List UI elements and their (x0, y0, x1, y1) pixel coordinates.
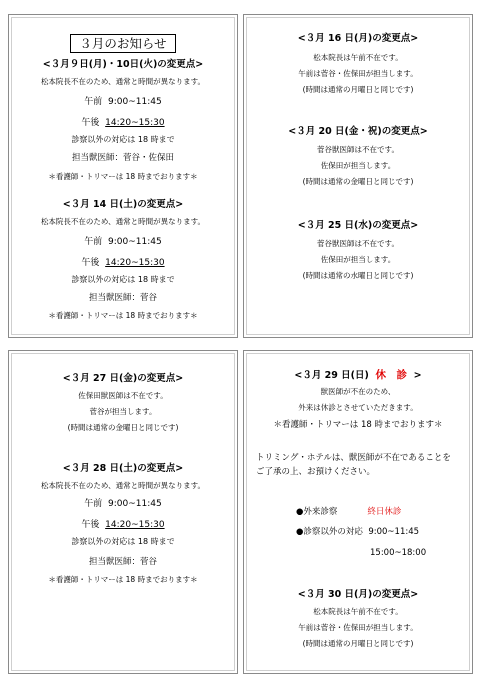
section-heading: <３月 20 日(金・祝)の変更点> (288, 126, 428, 137)
staff-note: ＊看護師・トリマーは 18 時までおります＊ (48, 172, 198, 181)
section-heading: <３月 30 日(月)の変更点> (297, 589, 419, 600)
notice-text: 菅谷獣医師は不在です。 (317, 239, 399, 248)
notice-text: 午前は菅谷・佐保田が担当します。 (298, 69, 418, 78)
vet-in-charge: 担当獣医師：菅谷・佐保田 (71, 153, 174, 163)
notice-text: 松本院長不在のため、通常と時間が異なります。 (40, 77, 206, 86)
notice-panel-3 (8, 350, 238, 674)
notice-text: (時間は通常の月曜日と同じです) (302, 85, 414, 94)
notice-text: ご了承の上、お預けください。 (256, 467, 376, 477)
morning-hours: 午前 9:00~11:45 (84, 97, 162, 107)
section-heading: <３月 27 日(金)の変更点> (62, 373, 184, 384)
outpatient-status: ●外来診察 終日休診 (296, 507, 402, 517)
notice-panel-2 (243, 14, 473, 338)
section-heading: <３月 14 日(土)の変更点> (62, 199, 184, 210)
other-services-hours-pm: 15:00~18:00 (370, 548, 427, 558)
closed-label: 休 診 (375, 369, 407, 381)
notice-text: (時間は通常の月曜日と同じです) (302, 639, 414, 648)
staff-note: ＊看護師・トリマーは 18 時までおります＊ (273, 420, 443, 430)
notice-text: 松本院長は午前不在です。 (313, 607, 403, 616)
notice-text: 菅谷獣医師は不在です。 (317, 145, 399, 154)
notice-text: (時間は通常の金曜日と同じです) (67, 423, 179, 432)
vet-in-charge: 担当獣医師：菅谷 (88, 557, 157, 567)
afternoon-hours: 午後 14:20~15:30 (81, 258, 165, 268)
notice-text: (時間は通常の水曜日と同じです) (302, 271, 414, 280)
notice-text: 菅谷が担当します。 (89, 407, 157, 416)
other-services-hours: ●診察以外の対応 9:00~11:45 (296, 527, 420, 537)
staff-note: ＊看護師・トリマーは 18 時までおります＊ (48, 575, 198, 584)
section-heading: <３月９日(月)・10日(火)の変更点> (42, 59, 204, 70)
staff-note: ＊看護師・トリマーは 18 時までおります＊ (48, 311, 198, 320)
section-heading: <３月 29 日(日) 休 診 > (294, 369, 422, 381)
section-heading: <３月 16 日(月)の変更点> (297, 33, 419, 44)
afternoon-hours: 午後 14:20~15:30 (81, 118, 165, 128)
notice-text: 診察以外の対応は 18 時まで (71, 275, 175, 284)
notice-text: 松本院長は午前不在です。 (313, 53, 403, 62)
notice-text: 外来は休診とさせていただきます。 (298, 403, 418, 412)
notice-panel-1 (8, 14, 238, 338)
notice-text: (時間は通常の金曜日と同じです) (302, 177, 414, 186)
notice-text: 佐保田獣医師は不在です。 (78, 391, 168, 400)
section-heading: <３月 25 日(水)の変更点> (297, 220, 419, 231)
notice-text: 獣医師が不在のため、 (320, 387, 396, 396)
notice-text: トリミング・ホテルは、獣医師が不在であることを (256, 453, 451, 463)
vet-in-charge: 担当獣医師：菅谷 (88, 293, 157, 303)
section-heading: <３月 28 日(土)の変更点> (62, 463, 184, 474)
notice-text: 佐保田が担当します。 (320, 255, 396, 264)
notice-text: 診察以外の対応は 18 時まで (71, 135, 175, 144)
notice-text: 松本院長不在のため、通常と時間が異なります。 (40, 481, 206, 490)
morning-hours: 午前 9:00~11:45 (84, 499, 162, 509)
notice-text: 松本院長不在のため、通常と時間が異なります。 (40, 217, 206, 226)
morning-hours: 午前 9:00~11:45 (84, 237, 162, 247)
notice-text: 佐保田が担当します。 (320, 161, 396, 170)
afternoon-hours: 午後 14:20~15:30 (81, 520, 165, 530)
notice-panel-4 (243, 350, 473, 674)
notice-text: 診察以外の対応は 18 時まで (71, 537, 175, 546)
notice-title: ３月のお知らせ (70, 34, 175, 53)
notice-text: 午前は菅谷・佐保田が担当します。 (298, 623, 418, 632)
